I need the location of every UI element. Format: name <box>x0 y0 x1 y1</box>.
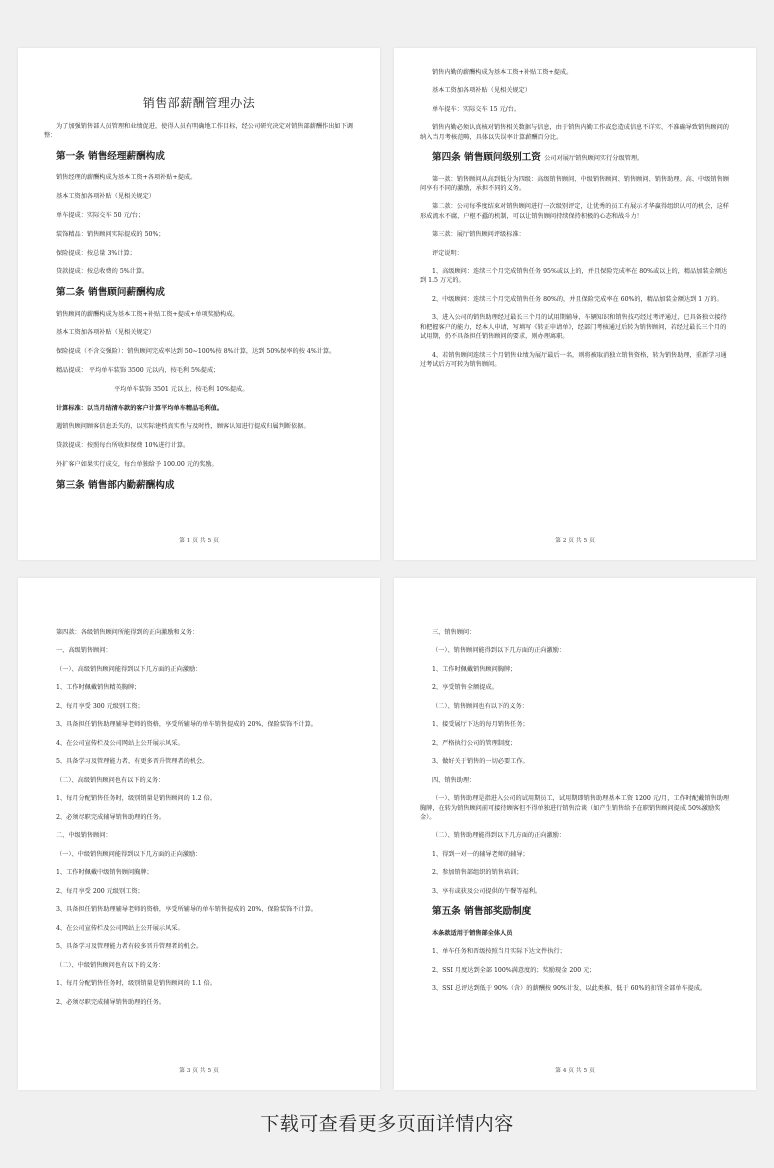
document-page-2 <box>394 48 756 560</box>
paragraph: 2、SSI 月度达到全部 100%满意度的；奖励现金 200 元； <box>432 966 596 974</box>
paragraph: 4、在公司宣传栏及公司网站上公开展示风采。 <box>56 924 184 932</box>
paragraph: 3、享有或获及公司提供的午餐等福利。 <box>432 887 542 895</box>
paragraph: （二）、高级销售顾问也有以下的义务： <box>56 776 165 784</box>
paragraph: 基本工资加各项补贴（见相关规定） <box>56 193 155 201</box>
paragraph: 遇销售顾问顾客信息丢失的，以实际建档真实性与及时性，顾客认知进行提成归属判断依据。 <box>56 423 310 431</box>
paragraph: 精品提成： 平均单车装饰 3500 元以内，按毛利 5%提成； <box>56 367 220 375</box>
paragraph: 第二款：公司每季度结束对销售顾问进行一次级别评定，让优秀的员工有展示才华赢得组织认可的机会，这样形成流水不腐，户枢不蠹的机制，可以让销售顾问持续保持积极的心态和战斗力！ <box>420 203 729 220</box>
paragraph: 1、每月分配销售任务时，级别销量是销售顾问的 1.1 倍。 <box>56 980 217 988</box>
paragraph: 第三款：展厅销售顾问评级标准： <box>432 231 525 239</box>
paragraph: 1、工作时佩戴销售顾问胸牌； <box>432 665 517 673</box>
paragraph: 基本工资加各项补贴（见相关规定） <box>432 87 531 95</box>
paragraph: 平均单车装饰 3501 元以上，按毛利 10%提成。 <box>114 385 249 393</box>
paragraph: 3、进入公司的销售助理经过最长三个月的试用期辅导，车辆知识和销售技巧经过考评通过，已具备独立接待和把握客户的能力，经本人申请，写填写《转正申请单》，经部门考核通过后转为销售顾问，若经过最长三个月的试用期，仍不具备担任销售顾问的要求，则办理离职。 <box>420 314 727 341</box>
document-title: 销售部薪酬管理办法 <box>142 96 256 110</box>
paragraph: 评定说明： <box>432 249 463 257</box>
bold-note: 计算标准：以当月结清车款的客户计算平均单车精品毛利值。 <box>56 404 224 412</box>
paragraph: 2、享受销售全额提成。 <box>432 684 498 692</box>
paragraph: 保险提成（不含交强险）：销售顾问完成率达到 50~100%按 8%计算，达到 50%保率的按 4%计算。 <box>56 348 336 356</box>
paragraph: 销售顾问的薪酬构成为基本工资+补贴工资+提成+单项奖励构成。 <box>56 310 239 318</box>
paragraph: 三、销售顾问： <box>432 629 476 636</box>
page-number: 第 2 页 共 5 页 <box>555 538 595 545</box>
paragraph: 1、单车任务和晋级按照当月实际下达文件执行； <box>432 948 566 956</box>
paragraph: 销售内勤必须认真核对销售相关数据与信息，由于销售内勤工作或怠造成信息不详实、不准确导致销售顾问的纳入当月考核范畴，具体以失误率计算薪酬百分比。 <box>420 124 729 141</box>
intro-paragraph: 为了加强销售部人员管理和业绩促进，使得人员有明确地工作目标，经公司研究决定对销售部薪酬作出如下调整： <box>44 123 353 140</box>
paragraph: （二）、销售助理能得到以下几方面的正向激励： <box>432 832 566 840</box>
section-heading-4 <box>420 151 730 165</box>
paragraph: 保险提成：按总量 3%计算； <box>56 249 136 257</box>
paragraph: 外扩客户如果实行成交，每台单独给予 100.00 元的奖励。 <box>56 461 218 469</box>
paragraph: 销售内勤的薪酬构成为基本工资+补贴工资+提成。 <box>432 69 573 76</box>
paragraph: 3、具备担任销售助理辅导老师的资格，享受所辅导的单车销售提成的 20%，保险装饰不计算。 <box>56 721 317 729</box>
heading-trailing-text: 公司对展厅销售顾问实行分级管理。 <box>544 155 644 163</box>
paragraph: 5、具备学习及管理能力者有较多晋升管理者的机会。 <box>56 943 203 951</box>
paragraph: 4、若销售顾问连续三个月销售业绩为展厅最后一名，则将被取消独立销售资格，转为销售助理，重新学习通过考试后方可转为销售顾问。 <box>420 351 727 368</box>
paragraph: 单车提车：实际交车 15 元/台。 <box>432 105 521 113</box>
section-heading-text: 第四条 销售顾问级别工资 <box>432 152 541 164</box>
document-page-4 <box>394 578 756 1090</box>
download-more-caption: 下载可查看更多页面详情内容 <box>260 1113 514 1135</box>
paragraph: 贷款提成：按照每台所收担保费 10%进行计算。 <box>56 442 190 450</box>
paragraph: 2、必须尽职完成辅导销售助理的任务。 <box>56 813 166 821</box>
paragraph: 1、接受展厅下达的每月销售任务； <box>432 721 529 729</box>
page-number: 第 4 页 共 5 页 <box>555 1068 595 1075</box>
paragraph: 2、每月享受 200 元级别工资； <box>56 887 144 895</box>
paragraph: 2、严格执行公司的管理制度； <box>432 739 517 747</box>
paragraph: 基本工资加各项补贴（见相关规定） <box>56 329 155 337</box>
paragraph: 销售经理的薪酬构成为基本工资+各项补贴+提成。 <box>56 174 197 182</box>
section-heading-5: 第五条 销售部奖励制度 <box>432 906 532 918</box>
paragraph: 四、销售助理： <box>432 776 476 784</box>
paragraph: 2、参加销售部组织的销售培训； <box>432 869 523 877</box>
paragraph: 1、每月分配销售任务时，级别销量是销售顾问的 1.2 倍。 <box>56 795 217 803</box>
document-page-1 <box>18 48 380 560</box>
paragraph: （二）、中级销售顾问也有以下的义务： <box>56 961 165 969</box>
section-heading-2: 第二条 销售顾问薪酬构成 <box>56 287 165 299</box>
paragraph: 2、中级顾问：连续三个月完成销售任务 80%的，并且保险完成率在 60%的，精品加装金额达到 1 万的。 <box>432 295 723 303</box>
paragraph: 装饰精品：销售顾问实际提成的 50%； <box>56 230 165 238</box>
paragraph: 1、工作时佩戴中级销售顾问胸牌； <box>56 869 153 877</box>
paragraph: 2、必须尽职完成辅导销售助理的任务。 <box>56 998 166 1006</box>
bold-note: 本条款适用于销售部全体人员 <box>432 929 513 937</box>
paragraph: （一）、销售助理是指进入公司的试用期员工，试用期即销售助理基本工资 1200 元/月，工作时配戴销售助理胸牌，在转为销售顾问前可接待顾客但不得单独进行销售洽谈（如产生销售给予在职销售顾问提成 50%激励奖金）。 <box>420 795 730 821</box>
section-heading-3: 第三条 销售部内勤薪酬构成 <box>56 479 175 491</box>
paragraph: 2、每月享受 300 元级别工资； <box>56 702 144 710</box>
paragraph: 3、具备担任销售助理辅导老师的资格，享受所辅导的单车销售提成的 20%，保险装饰不计算。 <box>56 906 317 914</box>
paragraph: 单车提成：实际交车 50 元/台； <box>56 212 145 220</box>
section-heading-1: 第一条 销售经理薪酬构成 <box>56 151 165 163</box>
paragraph: （二）、销售顾问也有以下的义务： <box>432 702 528 710</box>
paragraph: 第一款：销售顾问从高到低分为四级：高级销售顾问、中级销售顾问、销售顾问、销售助理。高、中级销售顾问享有不同的激励，承担不同的义务。 <box>420 175 729 192</box>
page-number: 第 1 页 共 5 页 <box>179 538 219 545</box>
paragraph: 二、中级销售顾问： <box>56 832 112 840</box>
paragraph: 3、SSI 总评达到低于 90%（含）的薪酬按 90%计发，以此类推，低于 60%的扣罚全部单车提成。 <box>432 985 707 993</box>
paragraph: 1、工作时佩戴销售精英胸牌； <box>56 684 141 692</box>
paragraph: 1、高级顾问：连续三个月完成销售任务 95%或以上的，并且保险完成率在 80%或以上的，精品加装金额达到 1.5 万元的。 <box>420 268 728 285</box>
paragraph: 1、得到一对一的辅导老师的辅导； <box>432 850 529 858</box>
paragraph: 5、具备学习及管理能力者，有更多晋升管理者的机会。 <box>56 758 209 766</box>
paragraph: 3、做好关于销售的一切必要工作。 <box>432 758 529 766</box>
paragraph: （一）、销售顾问能得到以下几方面的正向激励： <box>432 647 566 655</box>
paragraph: 一、高级销售顾问： <box>56 647 112 655</box>
paragraph: （一）、高级销售顾问能得到以下几方面的正向激励： <box>56 665 202 673</box>
paragraph: （一）、中级销售顾问能得到以下几方面的正向激励： <box>56 850 202 858</box>
paragraph: 第四款：各级销售顾问所能得到的正向激励和义务： <box>56 629 199 636</box>
paragraph: 贷款提成：按总收费的 5%计算。 <box>56 268 149 276</box>
document-page-3 <box>18 578 380 1090</box>
page-number: 第 3 页 共 5 页 <box>179 1068 219 1075</box>
paragraph: 4、在公司宣传栏及公司网站上公开展示风采。 <box>56 739 184 747</box>
